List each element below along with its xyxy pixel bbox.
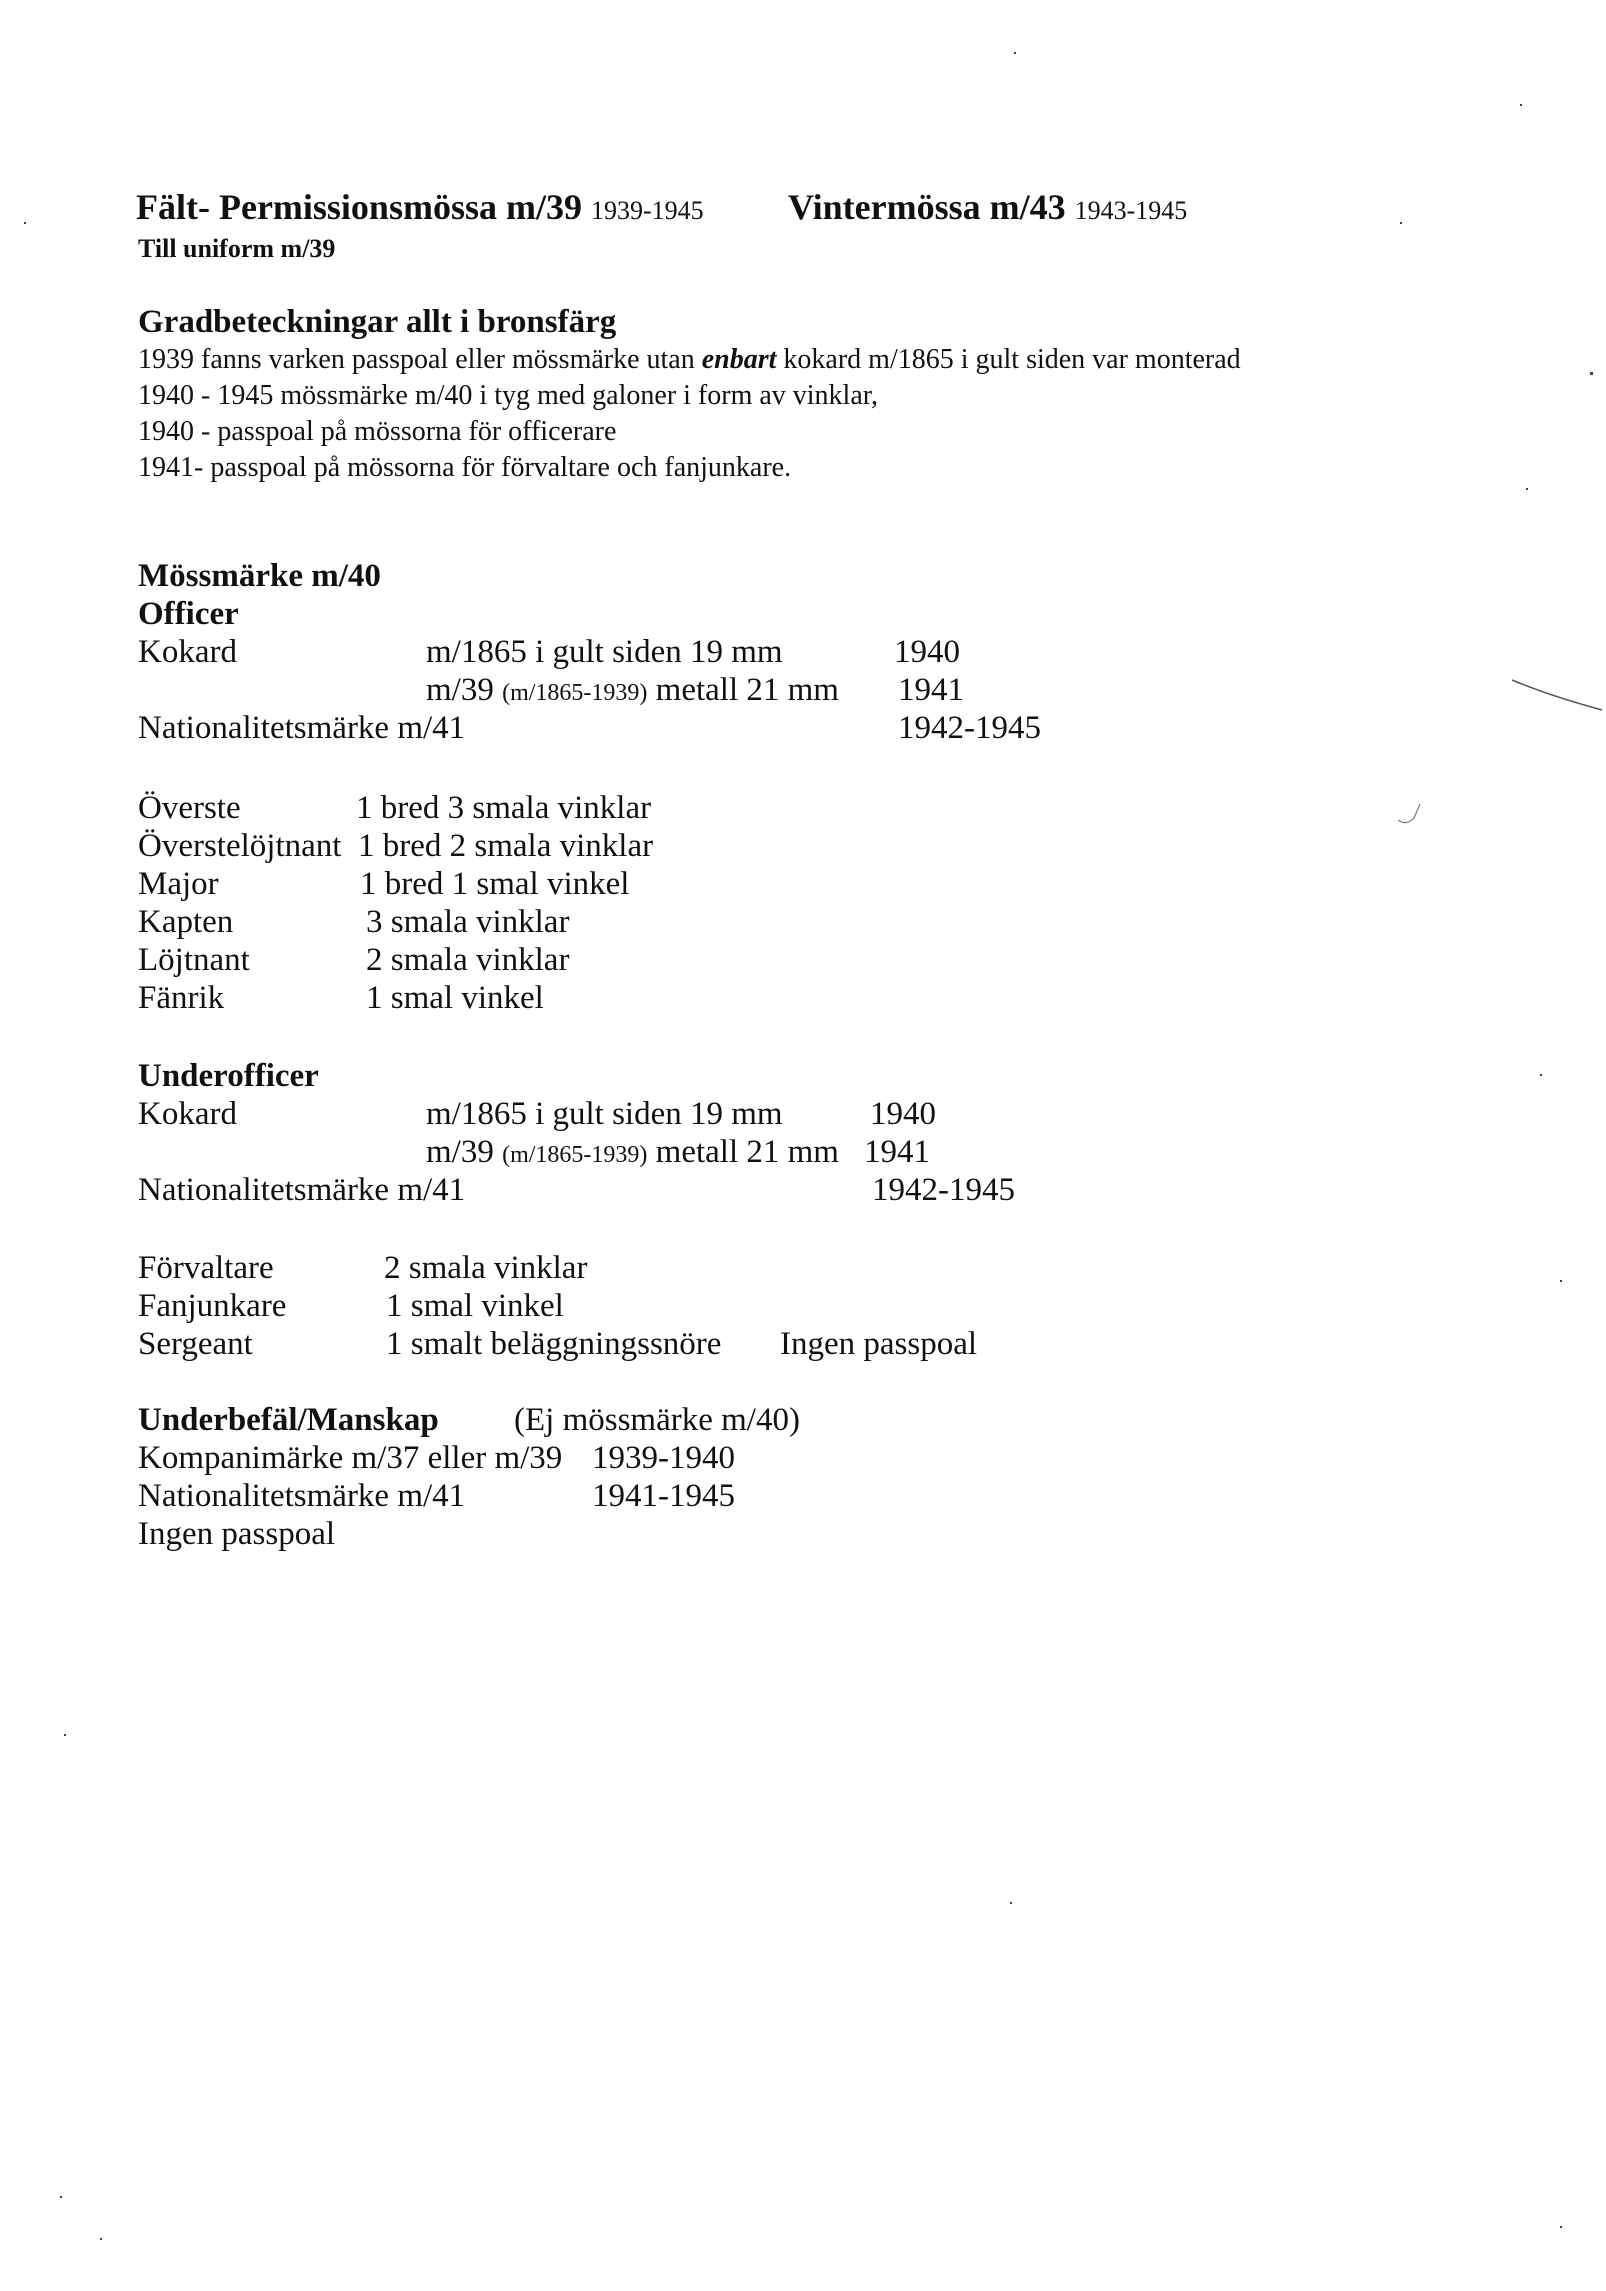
underofficer-insignia: 1 smal vinkel [386,1288,564,1324]
scan-speck [1560,1280,1562,1282]
underofficer-kokard-value-1: m/1865 i gult siden 19 mm [426,1096,783,1132]
underofficer-kokard-label: Kokard [138,1096,237,1132]
scan-speck [64,1734,66,1736]
officer-rank: Löjtnant [138,942,250,978]
officer-rank: Major [138,866,219,902]
officer-insignia: 2 smala vinklar [366,942,570,978]
underofficer-kokard-value-2-small: (m/1865-1939) [502,1142,648,1168]
officer-national-label: Nationalitetsmärke m/41 [138,710,466,746]
underofficer-kokard-value-2-pre: m/39 [426,1134,494,1170]
officer-kokard-value-2-post: metall 21 mm [655,672,839,708]
underofficer-insignia: 2 smala vinklar [384,1250,588,1286]
scan-speck [24,222,26,224]
underofficer-kokard-value-2-post: metall 21 mm [655,1134,839,1170]
officer-kokard-year-2: 1941 [898,672,964,708]
scan-speck [1526,488,1528,490]
officer-insignia: 1 bred 1 smal vinkel [360,866,630,902]
scan-speck [1590,372,1593,375]
officer-rank: Överste [138,790,241,826]
underofficer-rank: Fanjunkare [138,1288,287,1324]
underbefal-row-2-label: Nationalitetsmärke m/41 [138,1478,466,1514]
officer-insignia: 1 bred 2 smala vinklar [358,828,654,864]
officer-kokard-label: Kokard [138,634,237,670]
title-falt-permissionsmossa: Fält- Permissionsmössa m/39 [136,187,582,227]
officer-insignia: 3 smala vinklar [366,904,570,940]
officer-kokard-value-2-small: (m/1865-1939) [502,680,648,706]
underofficer-rank: Sergeant [138,1326,253,1362]
grad-line-1-emphasis: enbart [701,344,777,375]
underofficer-national-year: 1942-1945 [872,1172,1015,1208]
section-heading-mossmarke: Mössmärke m/40 [138,558,381,594]
grad-line-3: 1940 - passpoal på mössorna för officerare [138,416,617,447]
page-title [136,186,704,228]
section-heading-underbefal: Underbefäl/Manskap [138,1402,439,1438]
grad-line-2: 1940 - 1945 mössmärke m/40 i tyg med galoner i form av vinklar, [138,380,878,411]
underofficer-rank: Förvaltare [138,1250,274,1286]
scan-speck [1560,2226,1562,2228]
underofficer-kokard-year-2: 1941 [864,1134,930,1170]
officer-insignia: 1 smal vinkel [366,980,544,1016]
subheading-officer: Officer [138,596,239,632]
officer-rank: Överstelöjtnant [138,828,342,864]
underbefal-row-1-label: Kompanimärke m/37 eller m/39 [138,1440,563,1476]
officer-kokard-value-2-pre: m/39 [426,672,494,708]
underofficer-insignia: 1 smalt beläggningssnöre [386,1326,722,1362]
scan-speck [1540,1074,1542,1076]
officer-rank: Fänrik [138,980,225,1016]
title-years-2: 1943-1945 [1074,196,1188,225]
scan-speck [100,2238,102,2240]
officer-kokard-value-1: m/1865 i gult siden 19 mm [426,634,783,670]
underbefal-row-1-year: 1939-1940 [592,1440,735,1476]
scan-speck [60,2196,62,2198]
underbefal-row-2-year: 1941-1945 [592,1478,735,1514]
underbefal-row-3: Ingen passpoal [138,1516,336,1552]
underbefal-note: (Ej mössmärke m/40) [514,1402,800,1438]
page-title-2 [788,186,1187,228]
officer-rank: Kapten [138,904,234,940]
underofficer-note: Ingen passpoal [780,1326,978,1362]
scan-speck [1400,222,1402,224]
underofficer-national-label: Nationalitetsmärke m/41 [138,1172,466,1208]
section-heading-gradbeteckningar: Gradbeteckningar allt i bronsfärg [138,304,617,340]
scan-speck [1520,104,1522,106]
title-years-1: 1939-1945 [590,196,704,225]
scan-speck [1010,1902,1012,1904]
grad-line-1 [138,344,1241,376]
page-subtitle: Till uniform m/39 [138,234,336,263]
grad-line-4: 1941- passpoal på mössorna för förvaltare och fanjunkare. [138,452,792,483]
officer-kokard-value-2 [426,672,839,709]
grad-line-1-pre: 1939 fanns varken passpoal eller mössmärke utan [138,344,695,375]
subheading-underofficer: Underofficer [138,1058,319,1094]
scan-speck [1014,52,1016,54]
scan-stroke-mark [1510,676,1606,716]
scan-scribble-mark [1396,800,1426,830]
underofficer-kokard-value-2 [426,1134,839,1171]
officer-kokard-year-1: 1940 [894,634,960,670]
underofficer-kokard-year-1: 1940 [870,1096,936,1132]
title-vintermossa: Vintermössa m/43 [788,187,1066,227]
grad-line-1-post: kokard m/1865 i gult siden var monterad [783,344,1241,375]
officer-national-year: 1942-1945 [898,710,1041,746]
officer-insignia: 1 bred 3 smala vinklar [356,790,652,826]
